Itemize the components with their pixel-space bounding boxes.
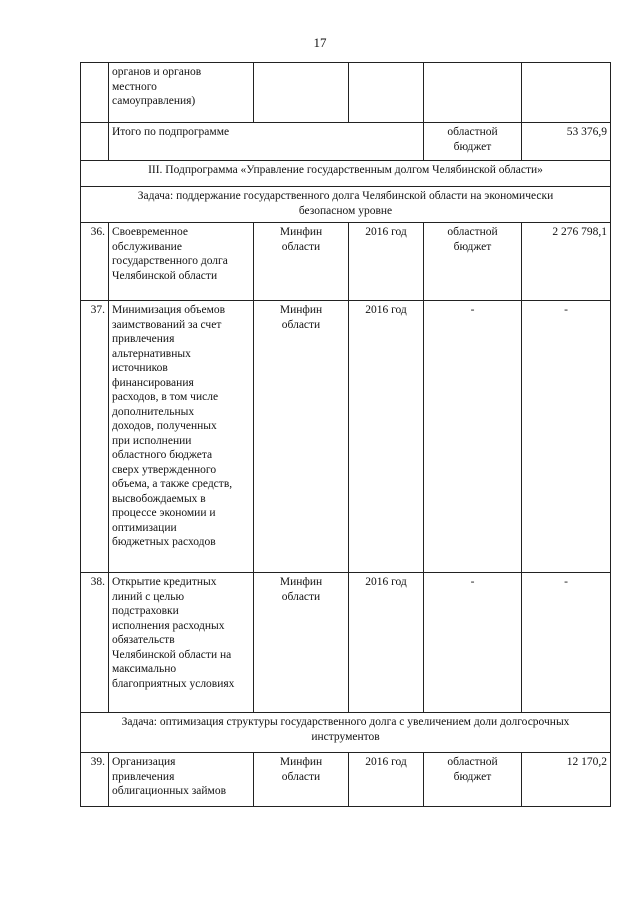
source-text: областной бюджет xyxy=(447,226,498,253)
executor-text: Минфин области xyxy=(279,756,323,783)
task-heading xyxy=(81,713,611,753)
table-row xyxy=(81,123,611,161)
year-cell: 2016 год xyxy=(349,753,424,807)
amount-cell: 2 276 798,1 xyxy=(522,223,611,301)
num-cell: 39. xyxy=(81,753,109,807)
section-heading: III. Подпрограмма «Управление государственным долгом Челябинской области» xyxy=(81,161,611,187)
num-cell: 38. xyxy=(81,573,109,713)
source-cell xyxy=(424,223,522,301)
num-cell: 37. xyxy=(81,301,109,573)
source-text: областной бюджет xyxy=(447,126,498,153)
executor-cell xyxy=(254,753,349,807)
source-cell xyxy=(424,753,522,807)
measure-cell xyxy=(109,753,254,807)
table-row xyxy=(81,573,611,713)
executor-text: Минфин области xyxy=(279,304,323,331)
year-cell: 2016 год xyxy=(349,223,424,301)
source-cell xyxy=(424,123,522,161)
measure-cell xyxy=(109,63,254,123)
table-row xyxy=(81,713,611,753)
source-text: областной бюджет xyxy=(447,756,498,783)
page-number: 17 xyxy=(313,35,327,50)
executor-text: Минфин области xyxy=(279,226,323,253)
table-row xyxy=(81,161,611,187)
table-row xyxy=(81,187,611,223)
executor-text: Минфин области xyxy=(279,576,323,603)
measure-cell xyxy=(109,573,254,713)
executor-cell xyxy=(254,63,349,123)
year-cell: 2016 год xyxy=(349,573,424,713)
table-row xyxy=(81,301,611,573)
executor-cell xyxy=(254,301,349,573)
num-cell xyxy=(81,63,109,123)
table-row xyxy=(81,223,611,301)
executor-cell xyxy=(254,223,349,301)
measure-cell xyxy=(109,223,254,301)
task-heading xyxy=(81,187,611,223)
measure-cell xyxy=(109,301,254,573)
measure-text: Открытие кредитных линий с целью подстраховки исполнения расходных обязательств Челябинской области на максимально благоприятных условиях xyxy=(112,576,235,690)
total-label: Итого по подпрограмме xyxy=(109,123,424,161)
num-cell xyxy=(81,123,109,161)
measure-text: Организация привлечения облигационных займов xyxy=(112,756,227,797)
amount-cell: - xyxy=(522,573,611,713)
year-cell xyxy=(349,63,424,123)
measure-text: Минимизация объемов заимствований за счет привлечения альтернативных источников финансирования расходов, в том числе дополнительных доходов, полученных при исполнении областного бюджета сверх утвержденного объема, а также средств, высвобождаемых в процессе экономии и оптимизации бюджетных расходов xyxy=(112,304,233,548)
executor-cell xyxy=(254,573,349,713)
source-cell xyxy=(424,63,522,123)
source-cell: - xyxy=(424,301,522,573)
amount-cell: 53 376,9 xyxy=(522,123,611,161)
amount-cell: - xyxy=(522,301,611,573)
task-text: Задача: поддержание государственного долга Челябинской области на экономически безопасном уровне xyxy=(137,190,554,217)
source-cell: - xyxy=(424,573,522,713)
amount-cell: 12 170,2 xyxy=(522,753,611,807)
table-row xyxy=(81,63,611,123)
num-cell: 36. xyxy=(81,223,109,301)
year-cell: 2016 год xyxy=(349,301,424,573)
measure-text: органов и органов местного самоуправления) xyxy=(112,66,202,107)
table-row xyxy=(81,753,611,807)
amount-cell xyxy=(522,63,611,123)
measure-text: Своевременное обслуживание государственного долга Челябинской области xyxy=(112,226,228,282)
program-table xyxy=(80,62,611,807)
task-text: Задача: оптимизация структуры государственного долга с увеличением доли долгосрочных инструментов xyxy=(121,716,570,743)
